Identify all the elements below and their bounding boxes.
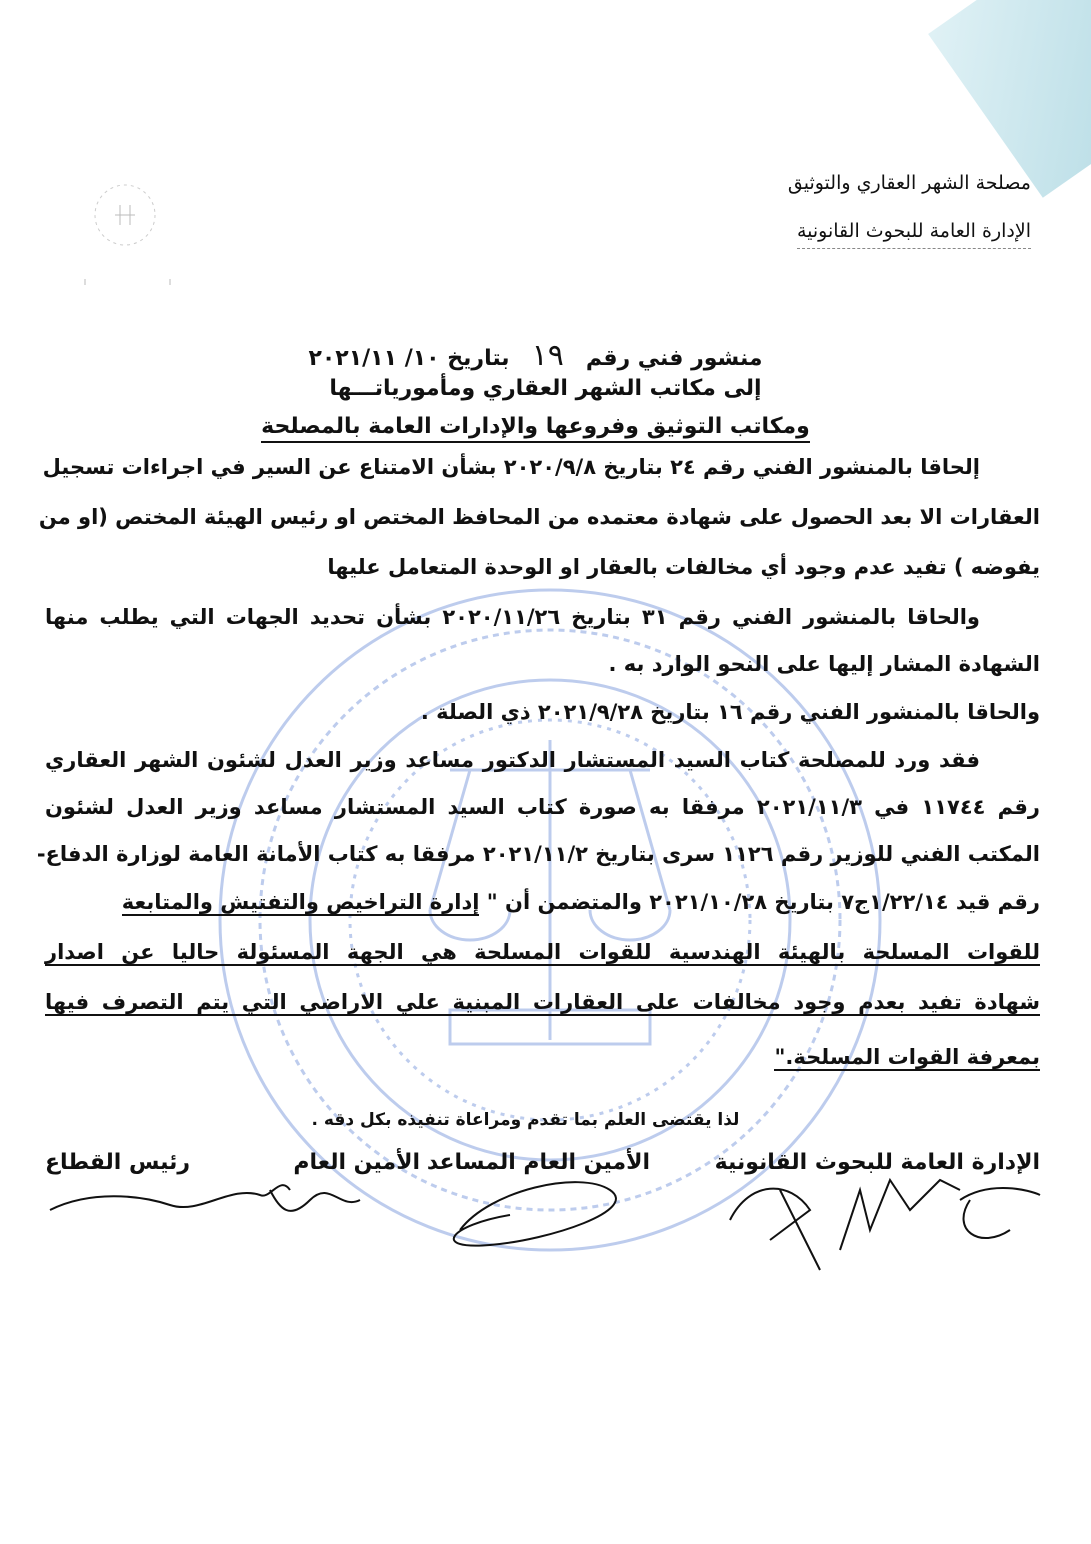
body-line-underlined: للقوات المسلحة بالهيئة الهندسية للقوات المسلحة هي الجهة المسئولة حاليا عن اصدار <box>45 940 1040 964</box>
body-line: يفوضه ) تفيد عدم وجود أي مخالفات بالعقار او الوحدة المتعامل عليها <box>327 555 1040 579</box>
handwritten-signatures <box>40 1170 1050 1280</box>
signature-mark <box>840 1180 960 1250</box>
circular-date: ١٠/ ٢٠٢١/١١ <box>308 346 440 371</box>
recipients-line-2 <box>0 414 1081 439</box>
circular-number: ١٩ <box>531 338 564 373</box>
quoted-text-underlined: إدارة التراخيص والتفتيش والمتابعة <box>121 890 480 914</box>
signature-mark <box>960 1188 1040 1238</box>
emblem-icon <box>70 175 180 295</box>
body-line: المكتب الفني للوزير رقم ١١٢٦ سرى بتاريخ ٢٠٢١/١١/٢ مرفقا به كتاب الأمانة العامة لوزارة الدفاع- <box>36 842 1040 866</box>
signatory-title: الأمين العام المساعد <box>426 1150 650 1175</box>
body-line <box>45 890 1040 914</box>
signatory-title: الأمين العام <box>293 1150 420 1175</box>
body-line: العقارات الا بعد الحصول على شهادة معتمده من المحافظ المختص او رئيس الهيئة المختص (او من <box>38 505 1040 529</box>
body-line: والحاقا بالمنشور الفني رقم ١٦ بتاريخ ٢٠٢١/٩/٢٨ ذي الصلة . <box>420 700 1040 724</box>
body-line: والحاقا بالمنشور الفني رقم ٣١ بتاريخ ٢٠٢٠/١١/٢٦ بشأن تحديد الجهات التي يطلب منها <box>45 605 980 629</box>
signature-mark <box>50 1185 290 1210</box>
signature-mark <box>730 1189 820 1270</box>
signature-mark <box>454 1182 616 1245</box>
body-line <box>45 1045 1040 1069</box>
signatory-title: الإدارة العامة للبحوث القانونية <box>714 1150 1040 1175</box>
circular-title <box>0 338 1081 373</box>
body-line: رقم ١١٧٤٤ في ٢٠٢١/١١/٣ مرفقا به صورة كتاب السيد المستشار مساعد وزير العدل لشئون <box>45 795 1040 819</box>
department-name: الإدارة العامة للبحوث القانونية <box>797 220 1031 249</box>
date-label: بتاريخ <box>447 346 510 371</box>
closing-instruction: لذا يقتضى العلم بما تقدم ومراعاة تنفيذه بكل دقه . <box>311 1110 740 1130</box>
circular-number-label: منشور فني رقم <box>585 346 763 371</box>
authority-name: مصلحة الشهر العقاري والتوثيق <box>787 172 1031 194</box>
signatory-title: رئيس القطاع <box>44 1150 190 1175</box>
recipients-line: إلى مكاتب الشهر العقاري ومأمورياتـــها <box>329 376 762 401</box>
recipients-line-2-text: ومكاتب التوثيق وفروعها والإدارات العامة بالمصلحة <box>261 414 810 443</box>
body-line: إلحاقا بالمنشور الفني رقم ٢٤ بتاريخ ٢٠٢٠/٩/٨ بشأن الامتناع عن السير في اجراءات تسجيل <box>42 455 980 479</box>
body-line: الشهادة المشار إليها على النحو الوارد به . <box>608 652 1040 676</box>
signature-mark <box>270 1190 360 1211</box>
page-corner-fold <box>928 0 1091 198</box>
body-line-underlined: شهادة تفيد بعدم وجود مخالفات على العقارات المبنية علي الاراضي التي يتم التصرف فيها <box>45 990 1040 1014</box>
body-text: رقم قيد ١/٢٢/١٤ج٧ بتاريخ ٢٠٢١/١٠/٢٨ والمتضمن أن " <box>486 890 1040 914</box>
body-line-underlined: بمعرفة القوات المسلحة." <box>774 1045 1040 1069</box>
body-line: فقد ورد للمصلحة كتاب السيد المستشار الدكتور مساعد وزير العدل لشئون الشهر العقاري <box>45 748 980 772</box>
